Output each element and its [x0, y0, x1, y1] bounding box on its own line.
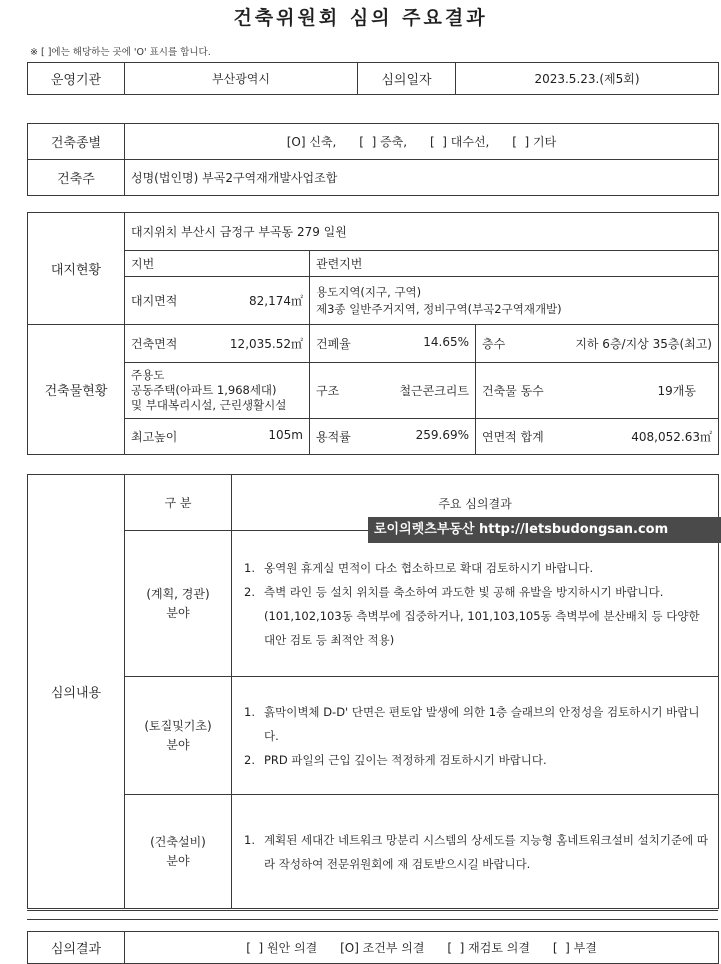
max-height-label: 최고높이: [131, 430, 178, 444]
main-use-line3: 및 부대복리시설, 근린생활시설: [131, 398, 287, 412]
review-section-label: 심의내용: [28, 475, 125, 909]
result-label: 심의결과: [28, 932, 125, 964]
frame: [310, 363, 476, 419]
owner-value: 성명(법인명) 부곡2구역재개발사업조합: [125, 160, 719, 196]
site-area-label: 대지면적: [131, 294, 178, 308]
far-label: 용적률: [316, 430, 351, 444]
planning-name: (계획, 경관): [146, 586, 210, 601]
result-options: [ ] 원안 의결 [O] 조건부 의결 [ ] 재검토 의결 [ ] 부결: [125, 932, 719, 964]
mep-suffix: 분야: [166, 853, 190, 868]
building-area-value: 12,035.52㎡: [229, 337, 303, 351]
max-height-value: 105m: [268, 428, 303, 442]
date-label: 심의일자: [358, 63, 456, 95]
floors: [476, 325, 719, 363]
zoning: [310, 277, 719, 325]
category-header: 구 분: [125, 475, 232, 531]
related-lot-label: 관련지번: [310, 251, 719, 277]
geotech-item-2: 2. PRD 파일의 근입 깊이는 적정하게 검토하시기 바랍니다.: [244, 752, 547, 767]
building-area-label: 건축면적: [131, 337, 178, 351]
operation-table: [27, 62, 719, 95]
coverage-value: 14.65%: [423, 335, 469, 349]
building-table: [27, 123, 719, 196]
lot-label: 지번: [125, 251, 310, 277]
structure-table: [27, 324, 719, 455]
date-value: 2023.5.23.(제5회): [456, 63, 719, 95]
site-area: [125, 277, 310, 325]
planning-item-1: 1. 옹역원 휴게실 면적이 다소 협소하므로 확대 검토하시기 바랍니다.: [244, 560, 594, 575]
owner-label: 건축주: [28, 160, 125, 196]
coverage-label: 건폐율: [316, 337, 351, 351]
main-use: [125, 363, 310, 419]
building-count: [476, 363, 719, 419]
instruction-note: ※ [ ]에는 해당하는 곳에 'O' 표시를 합니다.: [30, 47, 211, 58]
geotech-name: (토질및기초): [144, 718, 212, 733]
mep-item-1: 1. 계획된 세대간 네트워크 망분리 시스템의 상세도를 지능형 홈네트워크설비 설치기준에 따라 작성하여 전문위원회에 재 검토받으시길 바랍니다.: [244, 832, 708, 871]
org-label: 운영기관: [28, 63, 125, 95]
max-height: [125, 419, 310, 455]
floors-value: 지하 6층/지상 35층(최고): [575, 337, 712, 351]
divider-line: [27, 919, 718, 920]
divider-line: [27, 910, 718, 911]
planning-item-2: 2. 측벽 라인 등 설치 위치를 축소하여 과도한 빛 공해 유발을 방지하시기 바랍니다.(101,102,103동 측벽부에 집중하거나, 101,103,105동 측벽부에 분산배치 등 다양한 대안 검토 등 최적안 적용): [244, 584, 700, 647]
main-use-line1: 주용도: [131, 368, 165, 382]
document-title: 건축위원회 심의 주요결과: [233, 7, 488, 29]
frame-value: 철근콘크리트: [399, 384, 469, 398]
far-value: 259.69%: [415, 428, 469, 442]
watermark-banner: 로이의렛츠부동산 http://letsbudongsan.com: [368, 517, 721, 543]
geotech-item-1: 1. 흙막이벽체 D-D' 단면은 편토압 발생에 의한 1층 슬래브의 안정성을 검토하시기 바랍니다.: [244, 704, 700, 743]
site-area-value: 82,174㎡: [249, 294, 303, 308]
main-use-line2: 공동주택(아파트 1,968세대): [131, 383, 277, 397]
planning-suffix: 분야: [166, 605, 190, 620]
floor-area-ratio: [310, 419, 476, 455]
building-count-label: 건축물 동수: [482, 384, 544, 398]
review-section-planning: [125, 531, 232, 677]
gfa-value: 408,052.63㎡: [631, 430, 712, 444]
geotech-suffix: 분야: [166, 737, 190, 752]
org-value: 부산광역시: [125, 63, 358, 95]
gross-floor-area: [476, 419, 719, 455]
site-section-label: 대지현황: [28, 213, 125, 325]
building-type-label: 건축종별: [28, 124, 125, 160]
site-location: 대지위치 부산시 금정구 부곡동 279 일원: [125, 213, 719, 251]
frame-label: 구조: [316, 384, 340, 398]
building-area: [125, 325, 310, 363]
floors-label: 층수: [482, 337, 506, 351]
building-type-options: [O] 신축, [ ] 증축, [ ] 대수선, [ ] 기타: [125, 124, 719, 160]
mep-items: [232, 795, 719, 909]
review-section-geotech: [125, 677, 232, 795]
site-table: [27, 212, 719, 325]
coverage: [310, 325, 476, 363]
zoning-line2: 제3종 일반주거지역, 정비구역(부곡2구역재개발): [316, 301, 562, 316]
gfa-label: 연면적 합계: [482, 430, 544, 444]
building-count-value: 19개동: [657, 384, 696, 398]
planning-items: [232, 531, 719, 677]
structure-section-label: 건축물현황: [28, 325, 125, 455]
zoning-line1: 용도지역(지구, 구역): [316, 284, 422, 299]
geotech-items: [232, 677, 719, 795]
review-section-mep: [125, 795, 232, 909]
mep-name: (건축설비): [150, 834, 206, 849]
result-header: 주요 심의결과: [232, 475, 719, 531]
result-table: [27, 931, 719, 964]
